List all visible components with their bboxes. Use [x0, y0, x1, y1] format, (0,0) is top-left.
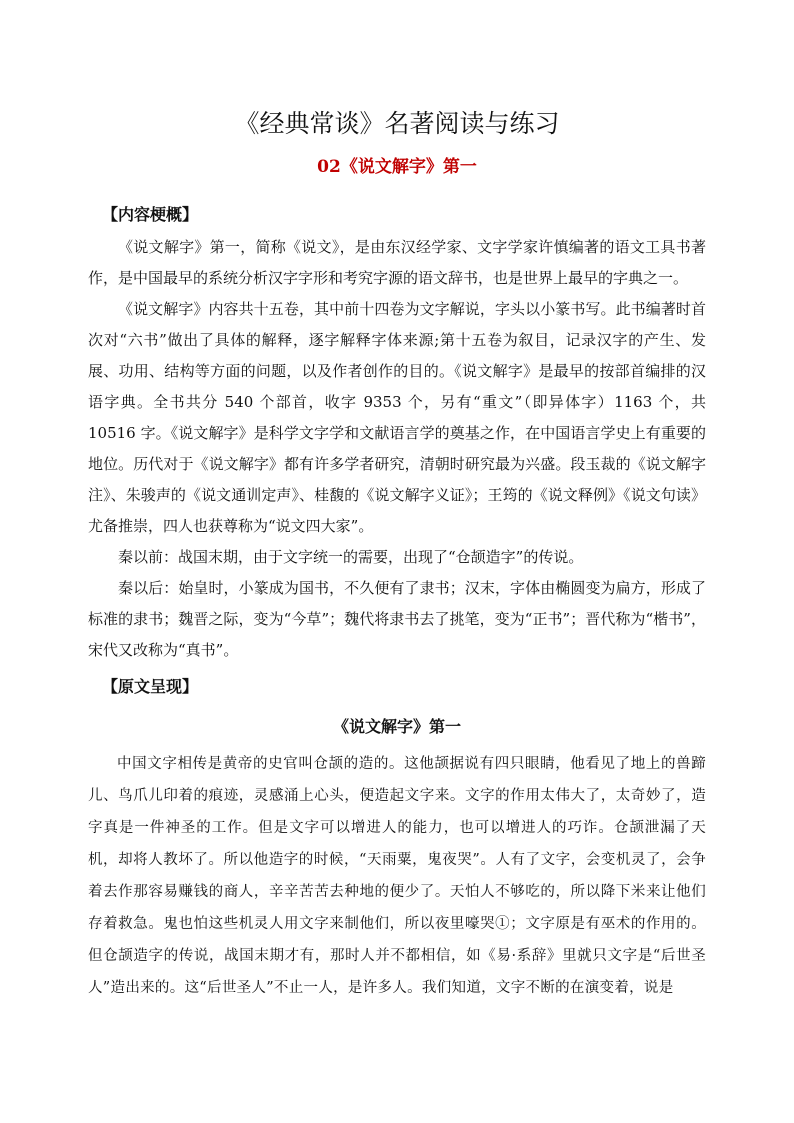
- summary-paragraph-2: 《说文解字》内容共十五卷，其中前十四卷为文字解说，字头以小篆书写。此书编著时首次对“六书”做出了具体的解释，逐字解释字体来源;第十五卷为叙目，记录汉字的产生、发展、功用、结构等方面的问题，以及作者创作的目的。《说文解字》是最早的按部首编排的汉语字典。全书共分 540 个部首，收字 9353 个，另有“重文”（即异体字）1163 个，共 10516 字。《说文解字》是科学文字学和文献语言学的奠基之作，在中国语言学史上有重要的地位。历代对于《说文解字》都有许多学者研究，清朝时研究最为兴盛。段玉裁的《说文解字注》、朱骏声的《说文通训定声》、桂馥的《说文解字义证》；王筠的《说文释例》《说文句读》尤备推崇，四人也获尊称为“说文四大家”。: [88, 300, 706, 535]
- original-section: [88, 672, 706, 1004]
- summary-paragraph-1: 《说文解字》第一，简称《说文》，是由东汉经学家、文字学家许慎编著的语文工具书著作，是中国最早的系统分析汉字字形和考究字源的语文辞书，也是世界上最早的字典之一。: [88, 238, 706, 287]
- original-title: 《说文解字》第一: [332, 717, 461, 736]
- summary-paragraph-3: 秦以前：战国末期，由于文字统一的需要，出现了“仓颉造字”的传说。: [118, 548, 584, 566]
- summary-section: [88, 200, 706, 666]
- original-paragraph: 中国文字相传是黄帝的史官叫仓颉的造的。这他颉据说有四只眼睛，他看见了地上的兽蹄儿、鸟爪儿印着的痕迹，灵感涌上心头，便造起文字来。文字的作用太伟大了，太奇妙了，造字真是一件神圣的工作。但是文字可以增进人的能力，也可以增进人的巧诈。仓颉泄漏了天机，却将人教坏了。所以他造字的时候，“天雨粟，鬼夜哭”。人有了文字，会变机灵了，会争着去作那容易赚钱的商人，辛辛苦苦去种地的便少了。天怕人不够吃的，所以降下米来让他们存着救急。鬼也怕这些机灵人用文字来制他们，所以夜里嚎哭①；文字原是有巫术的作用的。但仓颉造字的传说，战国末期才有，那时人并不都相信，如《易·系辞》里就只文字是“后世圣人”造出来的。这“后世圣人”不止一人，是许多人。我们知道，文字不断的在演变着，说是: [88, 756, 706, 996]
- summary-paragraph-4: 秦以后：始皇时，小篆成为国书，不久便有了隶书；汉末，字体由椭圆变为扁方，形成了标准的隶书；魏晋之际，变为“今草”；魏代将隶书去了挑笔，变为“正书”；晋代称为“楷书”，宋代又改称为“真书”。: [88, 579, 706, 659]
- summary-heading: 【内容梗概】: [102, 205, 199, 224]
- original-heading: 【原文呈现】: [102, 677, 199, 696]
- chapter-title: 02《说文解字》第一: [317, 157, 477, 177]
- document-title: 《经典常谈》名著阅读与练习: [234, 109, 560, 138]
